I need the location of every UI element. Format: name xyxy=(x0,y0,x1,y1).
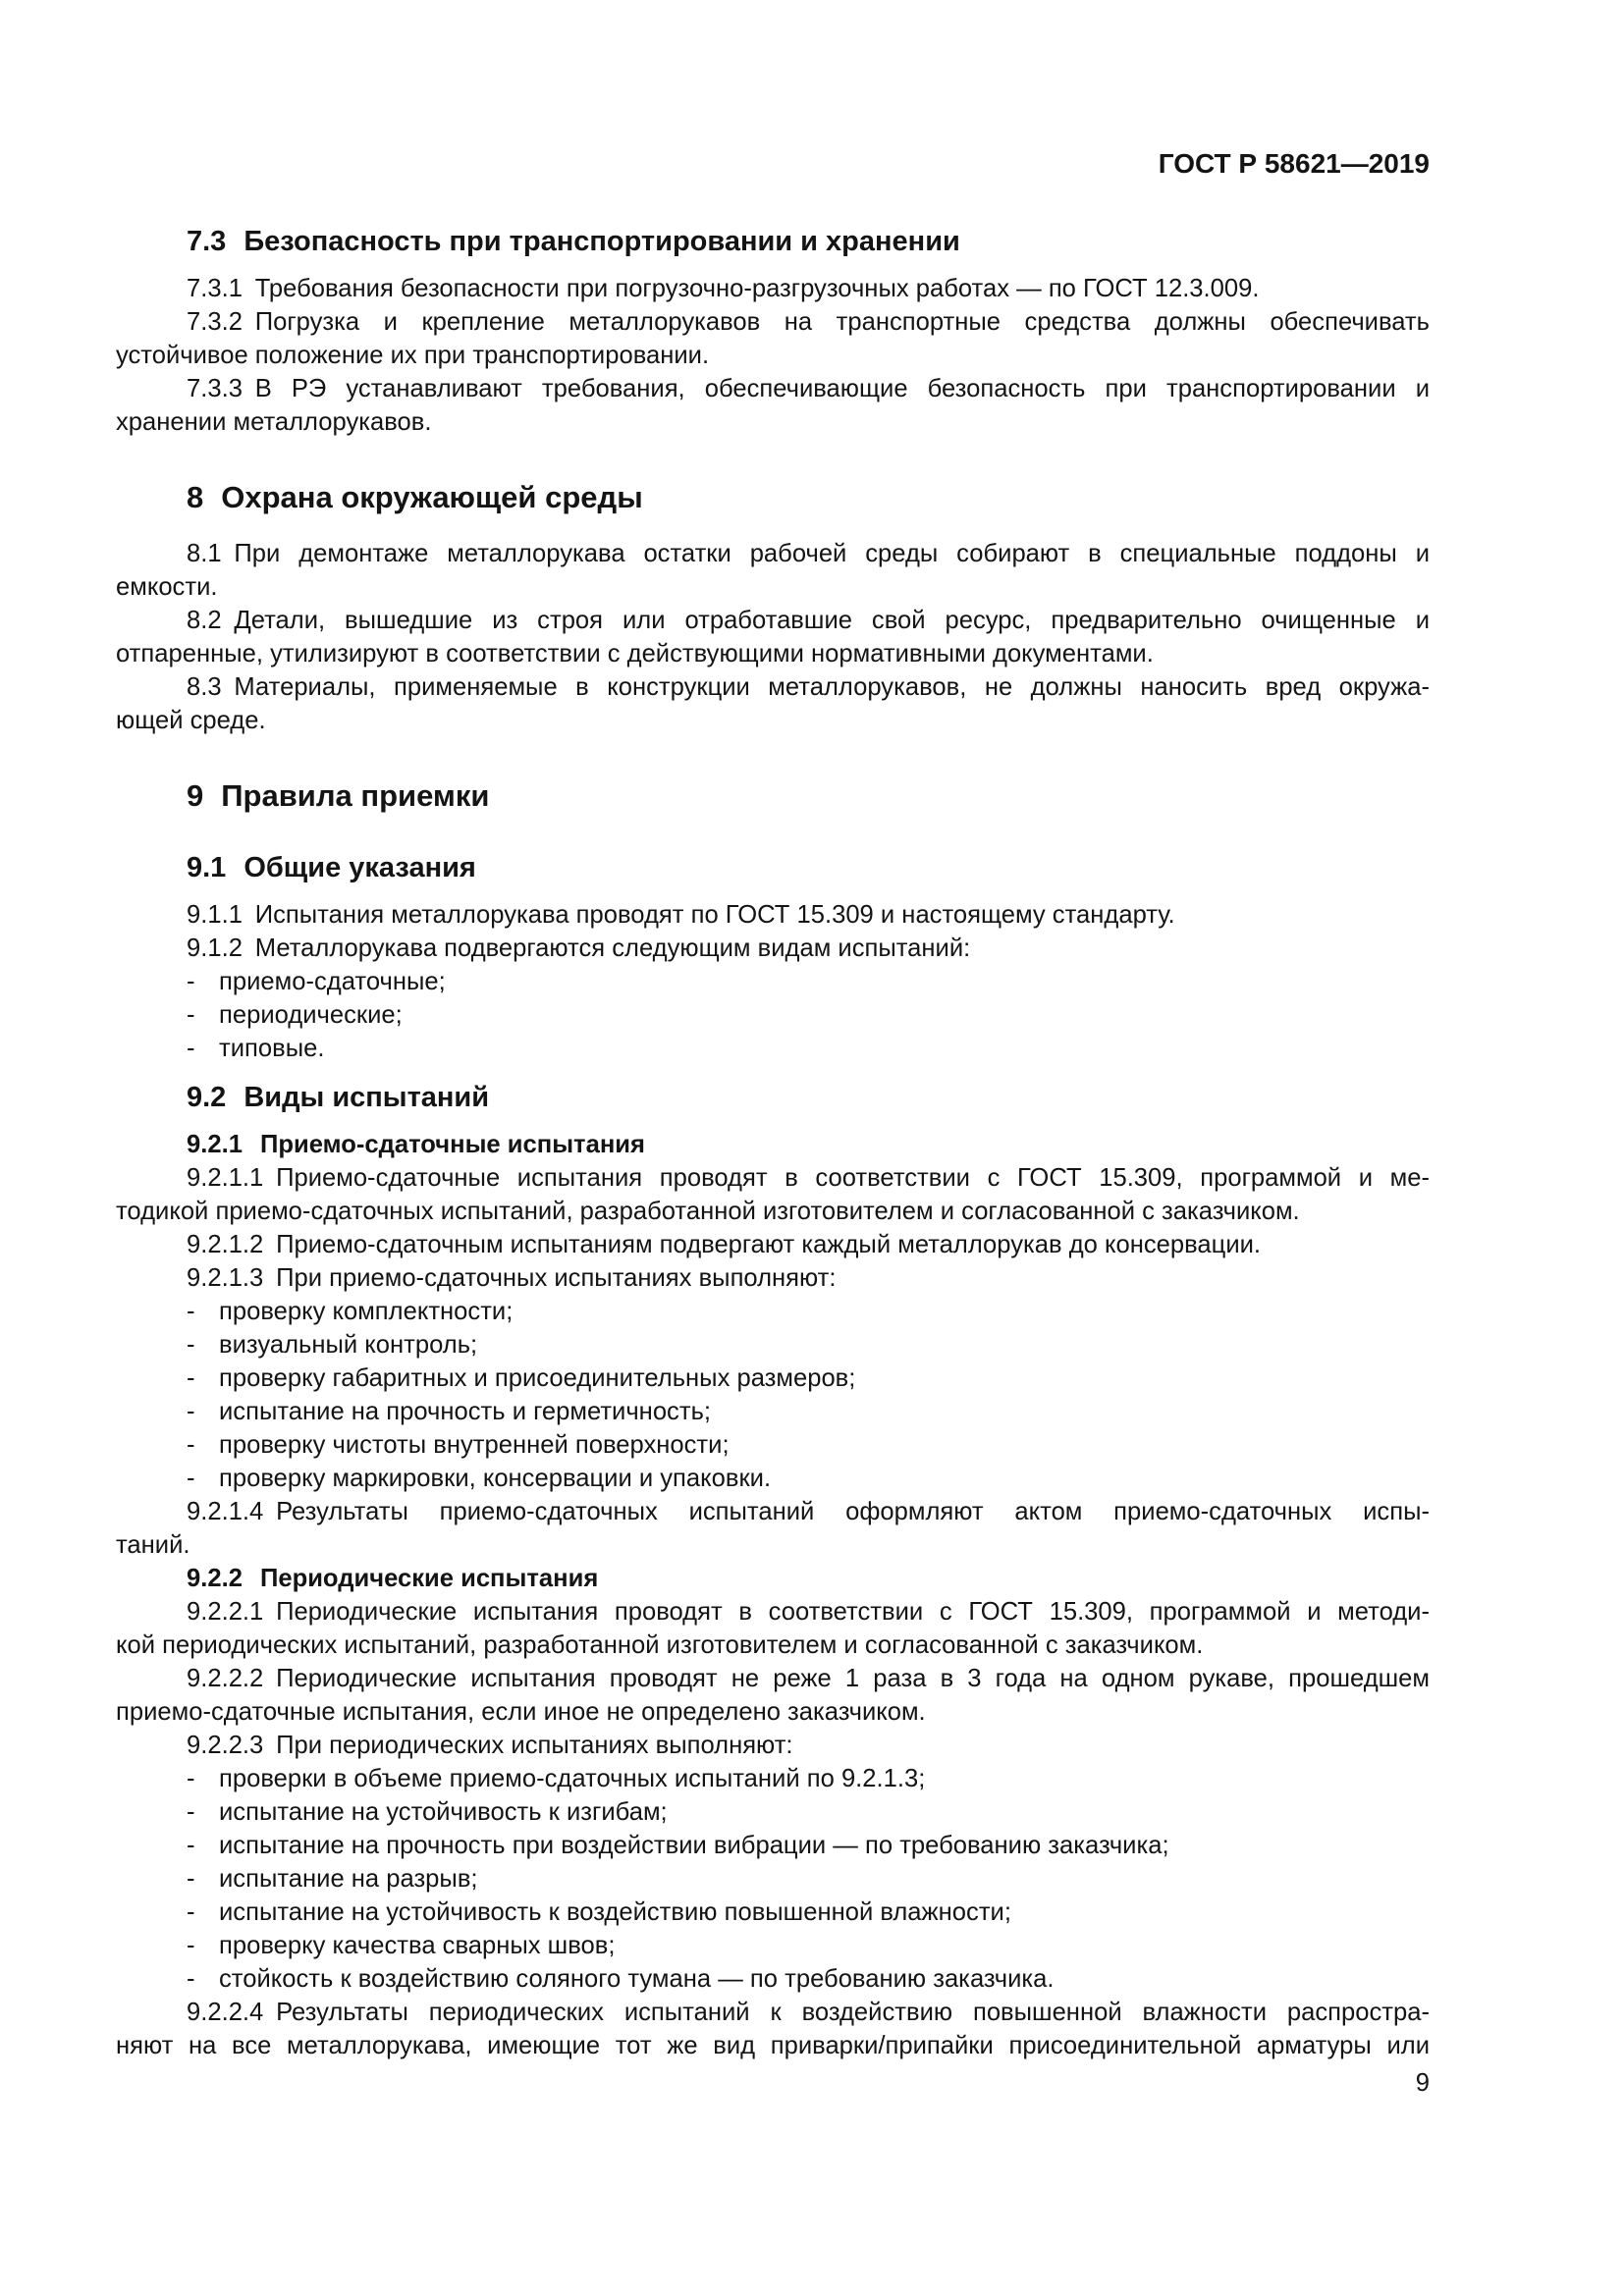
paragraph xyxy=(116,305,1430,372)
paragraph-line: 9.2.1.2 Приемо-сдаточным испытаниям подвергают каждый металлорукав до консервации. xyxy=(187,1231,1262,1258)
list-item xyxy=(116,1829,1430,1862)
paragraph-line: 8.2 Детали, вышедшие из строя или отработавшие свой ресурс, предварительно очищенные и xyxy=(187,607,1430,634)
paragraph-line: таний. xyxy=(116,1531,190,1559)
section-heading-7.3 xyxy=(116,181,1430,272)
section-title: Охрана окружающей среды xyxy=(221,480,643,514)
section-title: Приемо-сдаточные испытания xyxy=(259,1131,645,1158)
list-item-dash: - xyxy=(187,1765,195,1792)
paragraph-line: 9.2.1.1 Приемо-сдаточные испытания проводят в соответствии с ГОСТ 15.309, программой и ме- xyxy=(187,1164,1430,1192)
list-item-dash: - xyxy=(187,1331,195,1359)
list-item-text: проверку маркировки, консервации и упаковки. xyxy=(219,1465,772,1492)
paragraph-line: 9.2.2.4 Результаты периодических испытаний к воздействию повышенной влажности распростра- xyxy=(187,1999,1430,2026)
list-item-dash: - xyxy=(187,1364,195,1392)
list-item-text: проверку габаритных и присоединительных размеров; xyxy=(219,1364,856,1392)
paragraph-line: 9.2.2.2 Периодические испытания проводят не реже 1 раза в 3 года на одном рукаве, прошедшем xyxy=(187,1665,1430,1692)
paragraph-line: 9.2.1.3 При приемо-сдаточных испытаниях выполняют: xyxy=(187,1264,837,1292)
list-item-dash: - xyxy=(187,1865,195,1893)
section-number: 8 xyxy=(187,480,204,514)
list-item-text: испытание на устойчивость к воздействию повышенной влажности; xyxy=(219,1898,1011,1926)
paragraph-line: устойчивое положение их при транспортировании. xyxy=(116,342,710,369)
list-item-text: стойкость к воздействию соляного тумана — по требованию заказчика. xyxy=(219,1965,1055,1993)
list-item-dash: - xyxy=(187,1465,195,1492)
list-item-text: испытание на устойчивость к изгибам; xyxy=(219,1798,668,1826)
paragraph-line: ющей среде. xyxy=(116,707,266,734)
list-item xyxy=(116,1795,1430,1829)
list-item xyxy=(116,1428,1430,1462)
list-item xyxy=(116,1896,1430,1929)
section-number: 9.2 xyxy=(187,1082,227,1113)
paragraph-line: 8.1 При демонтаже металлорукава остатки рабочей среды собирают в специальные поддоны и xyxy=(187,540,1430,567)
list-item-text: проверки в объеме приемо-сдаточных испытаний по 9.2.1.3; xyxy=(219,1765,926,1792)
section-heading-9.1 xyxy=(116,835,1430,898)
section-number: 9.2.2 xyxy=(187,1565,243,1592)
section-title: Правила приемки xyxy=(221,778,490,813)
paragraph xyxy=(116,372,1430,439)
section-heading-9.2.2 xyxy=(116,1562,1430,1595)
section-number: 9 xyxy=(187,778,204,813)
paragraph-line: 9.2.2.3 При периодических испытаниях выполняют: xyxy=(187,1732,793,1759)
paragraph xyxy=(116,1595,1430,1662)
list-item-text: проверку чистоты внутренней поверхности; xyxy=(219,1431,730,1459)
list-item xyxy=(116,1032,1430,1065)
paragraph xyxy=(116,670,1430,737)
list-item-dash: - xyxy=(187,1965,195,1993)
section-number: 9.2.1 xyxy=(187,1131,243,1158)
section-title: Периодические испытания xyxy=(259,1565,599,1592)
list-item-text: испытание на прочность и герметичность; xyxy=(219,1398,712,1425)
paragraph-line: 9.2.2.1 Периодические испытания проводят в соответствии с ГОСТ 15.309, программой и методи- xyxy=(187,1598,1430,1626)
list-item xyxy=(116,1929,1430,1962)
section-heading-9.2.1 xyxy=(116,1128,1430,1161)
paragraph xyxy=(116,272,1430,305)
list-item-text: визуальный контроль; xyxy=(219,1331,478,1359)
section-heading-8 xyxy=(116,439,1430,537)
paragraph-line: тодикой приемо-сдаточных испытаний, разработанной изготовителем и согласованной с заказчиком. xyxy=(116,1198,1300,1225)
paragraph-line: 7.3.2 Погрузка и крепление металлорукавов на транспортные средства должны обеспечивать xyxy=(187,308,1430,336)
section-title: Виды испытаний xyxy=(244,1082,490,1113)
list-item xyxy=(116,1328,1430,1362)
paragraph-line: приемо-сдаточные испытания, если иное не определено заказчиком. xyxy=(116,1698,926,1726)
document-standard-number: ГОСТ Р 58621—2019 xyxy=(1158,148,1430,179)
list-item-text: испытание на прочность при воздействии вибрации — по требованию заказчика; xyxy=(219,1832,1169,1859)
paragraph xyxy=(116,1161,1430,1228)
list-item-dash: - xyxy=(187,1832,195,1859)
list-item-text: испытание на разрыв; xyxy=(219,1865,478,1893)
list-item-text: приемо-сдаточные; xyxy=(219,968,446,995)
section-number: 9.1 xyxy=(187,852,227,883)
paragraph xyxy=(116,537,1430,604)
list-item xyxy=(116,1295,1430,1328)
paragraph-line: 8.3 Материалы, применяемые в конструкции металлорукавов, не должны наносить вред окружа- xyxy=(187,673,1430,701)
list-item-dash: - xyxy=(187,1798,195,1826)
list-item-dash: - xyxy=(187,968,195,995)
section-title: Общие указания xyxy=(244,852,476,883)
list-item-dash: - xyxy=(187,1001,195,1029)
paragraph xyxy=(116,1662,1430,1729)
paragraph-line: отпаренные, утилизируют в соответствии с действующими нормативными документами. xyxy=(116,640,1154,667)
list-item-dash: - xyxy=(187,1298,195,1325)
list-item xyxy=(116,1362,1430,1395)
paragraph-line: 7.3.1 Требования безопасности при погрузочно-разгрузочных работах — по ГОСТ 12.3.009. xyxy=(187,275,1260,302)
paragraph xyxy=(116,898,1430,932)
list-item-text: проверку качества сварных швов; xyxy=(219,1932,616,1959)
list-item-text: периодические; xyxy=(219,1001,403,1029)
section-heading-9 xyxy=(116,737,1430,835)
section-heading-9.2 xyxy=(116,1065,1430,1128)
paragraph xyxy=(116,1729,1430,1762)
list-item xyxy=(116,1395,1430,1428)
list-item-text: типовые. xyxy=(219,1035,325,1062)
list-item xyxy=(116,1862,1430,1896)
paragraph xyxy=(116,932,1430,965)
section-number: 7.3 xyxy=(187,226,227,257)
paragraph xyxy=(116,1996,1430,2062)
paragraph xyxy=(116,1495,1430,1562)
list-item xyxy=(116,965,1430,998)
paragraph-line: 7.3.3 В РЭ устанавливают требования, обеспечивающие безопасность при транспортировании и xyxy=(187,375,1430,402)
section-title: Безопасность при транспортировании и хранении xyxy=(244,226,960,257)
list-item-dash: - xyxy=(187,1898,195,1926)
paragraph-line: няют на все металлорукава, имеющие тот же вид приварки/припайки присоединительной арматуры или xyxy=(116,2032,1430,2059)
list-item-text: проверку комплектности; xyxy=(219,1298,514,1325)
paragraph-line: кой периодических испытаний, разработанной изготовителем и согласованной с заказчиком. xyxy=(116,1631,1204,1659)
paragraph-line: емкости. xyxy=(116,573,218,601)
list-item-dash: - xyxy=(187,1932,195,1959)
list-item-dash: - xyxy=(187,1431,195,1459)
list-item xyxy=(116,1462,1430,1495)
paragraph-line: 9.1.2 Металлорукава подвергаются следующим видам испытаний: xyxy=(187,934,971,962)
paragraph-line: 9.2.1.4 Результаты приемо-сдаточных испытаний оформляют актом приемо-сдаточных испы- xyxy=(187,1498,1430,1525)
paragraph xyxy=(116,1228,1430,1261)
paragraph xyxy=(116,1261,1430,1295)
list-item xyxy=(116,998,1430,1032)
page-number: 9 xyxy=(1415,2069,1430,2097)
list-item xyxy=(116,1762,1430,1795)
paragraph-line: хранении металлорукавов. xyxy=(116,408,432,436)
paragraph-line: 9.1.1 Испытания металлорукава проводят по ГОСТ 15.309 и настоящему стандарту. xyxy=(187,901,1175,929)
list-item xyxy=(116,1962,1430,1996)
paragraph xyxy=(116,604,1430,670)
list-item-dash: - xyxy=(187,1398,195,1425)
document-content xyxy=(116,181,1430,2062)
list-item-dash: - xyxy=(187,1035,195,1062)
